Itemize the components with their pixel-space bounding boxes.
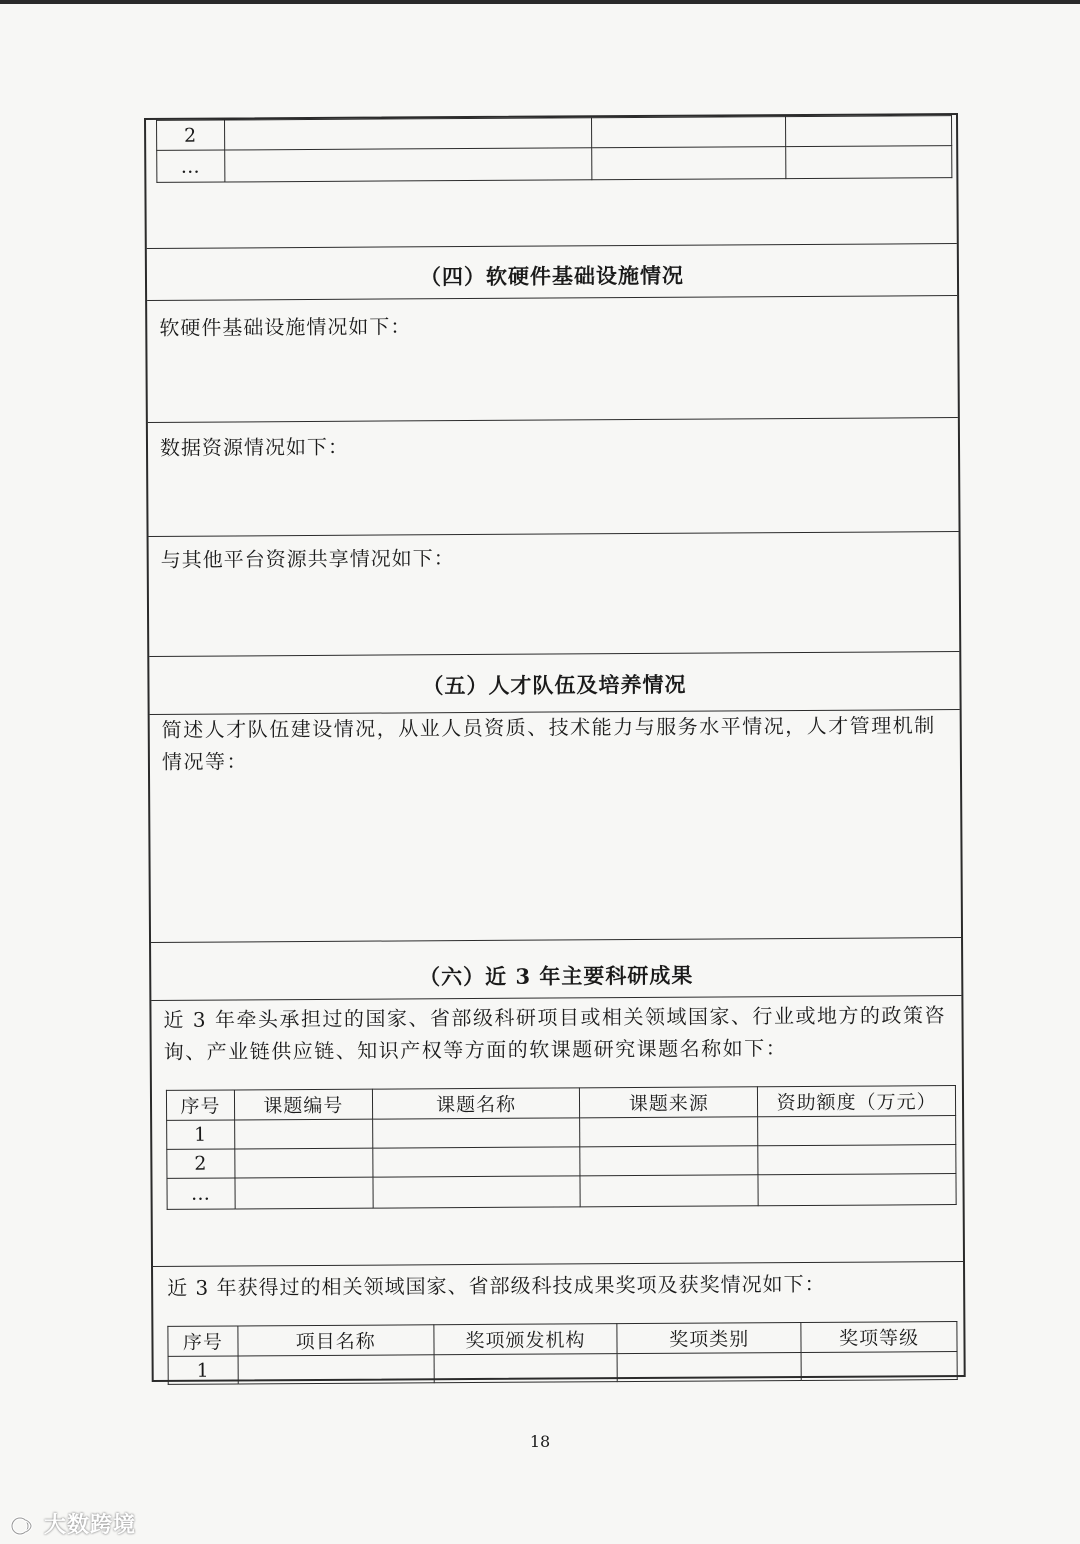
table-cell (580, 1146, 758, 1176)
divider (153, 1261, 963, 1267)
awards-table (167, 1321, 957, 1385)
table-cell (235, 1177, 373, 1209)
watermark (10, 1508, 136, 1539)
projects-prompt: 近 3 年牵头承担过的国家、省部级科研项目或相关领域国家、行业或地方的政策咨询、产业链供应链、知识产权等方面的软课题研究课题名称如下： (163, 1003, 947, 1064)
section5-heading: （五）人才队伍及培养情况 (422, 671, 687, 699)
column-header: 项目名称 (238, 1325, 434, 1356)
watermark-text: 大数跨境 (44, 1513, 137, 1538)
table-cell (801, 1352, 957, 1381)
table-cell (224, 118, 592, 150)
table-cell (580, 1117, 758, 1147)
resource-sharing-prompt: 与其他平台资源共享情况如下： (160, 546, 455, 572)
projects-table (166, 1085, 957, 1210)
row-number: 2 (167, 1149, 235, 1178)
top-table (156, 115, 952, 183)
divider (147, 295, 957, 301)
table-row (168, 1352, 957, 1385)
column-header: 课题名称 (372, 1088, 580, 1119)
table-row (167, 1174, 956, 1210)
table-cell (758, 1116, 956, 1146)
column-header: 奖项颁发机构 (434, 1324, 618, 1355)
table-cell (372, 1118, 580, 1148)
table-cell (592, 147, 786, 180)
data-resources-prompt: 数据资源情况如下： (159, 434, 350, 460)
talent-prompt: 简述人才队伍建设情况，从业人员资质、技术能力与服务水平情况，人才管理机制情况等： (161, 713, 936, 774)
table-cell (225, 148, 593, 182)
section4-heading: （四）软硬件基础设施情况 (419, 262, 685, 290)
row-number: 1 (167, 1120, 235, 1149)
table-cell (238, 1355, 434, 1384)
table-cell (758, 1174, 956, 1206)
table-cell (434, 1354, 618, 1383)
column-header: 奖项等级 (801, 1322, 957, 1353)
column-header: 资助额度（万元） (758, 1086, 956, 1117)
divider (151, 937, 961, 943)
table-cell (373, 1176, 581, 1208)
table-header-row (166, 1086, 955, 1121)
table-cell (580, 1175, 758, 1207)
column-header: 序号 (168, 1326, 238, 1356)
table-cell (786, 146, 952, 179)
row-number: … (167, 1178, 235, 1209)
table-cell (592, 117, 786, 148)
column-header: 奖项类别 (617, 1323, 801, 1354)
column-header: 课题编号 (234, 1089, 372, 1120)
divider (148, 417, 958, 423)
form-frame (144, 113, 966, 1382)
table-cell (758, 1145, 956, 1175)
table-cell (235, 1148, 373, 1178)
table-row (157, 146, 952, 183)
table-cell (235, 1119, 373, 1149)
table-header-row (168, 1322, 957, 1357)
table-cell (617, 1353, 801, 1382)
watermark-logo-icon (10, 1514, 40, 1538)
divider (147, 243, 957, 249)
row-number: 2 (157, 120, 225, 150)
table-cell (373, 1147, 581, 1177)
row-number: … (157, 150, 225, 182)
divider (149, 531, 959, 537)
page-number: 18 (529, 1432, 551, 1451)
divider (149, 651, 959, 657)
infrastructure-prompt: 软硬件基础设施情况如下： (159, 314, 412, 340)
row-number: 1 (168, 1356, 238, 1384)
scan-top-edge (0, 0, 1080, 4)
awards-prompt: 近 3 年获得过的相关领域国家、省部级科技成果奖项及获奖情况如下： (167, 1271, 826, 1300)
column-header: 序号 (166, 1090, 234, 1120)
column-header: 课题来源 (580, 1087, 758, 1118)
table-row (157, 116, 952, 151)
section6-heading: （六）近 3 年主要科研成果 (419, 962, 694, 990)
table-cell (786, 116, 952, 147)
